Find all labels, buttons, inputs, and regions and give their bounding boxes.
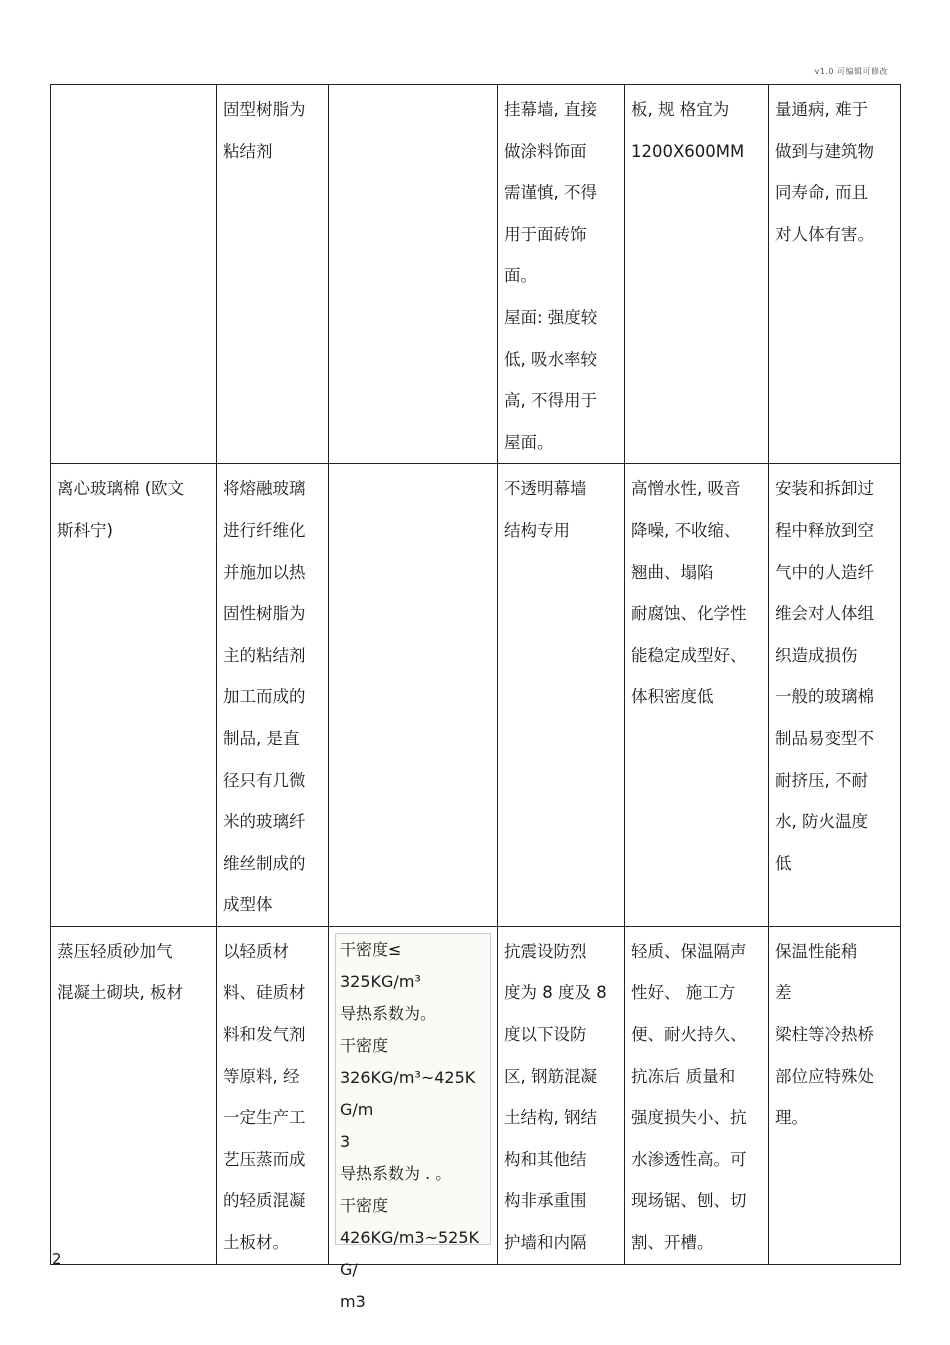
cell-line: 水渗透性高。可 xyxy=(631,1149,747,1169)
cell-line: 高, 不得用于 xyxy=(504,391,597,411)
cell-line: 便、耐火持久、 xyxy=(631,1025,747,1045)
cell-line: 同寿命, 而且 xyxy=(775,183,868,203)
material-name-cell xyxy=(51,464,217,927)
materials-table xyxy=(50,84,901,1311)
cell-line: 主的粘结剂 xyxy=(223,645,306,665)
cell-line: 屋面。 xyxy=(504,432,554,452)
cell-line: 426KG/m3~525KG/ xyxy=(340,1227,480,1279)
specification-cell xyxy=(329,926,498,1311)
cell-line: 料和发气剂 xyxy=(223,1025,306,1045)
cell-line: 维会对人体组 xyxy=(775,604,874,624)
density-spec-box xyxy=(335,933,491,1311)
advantages-cell xyxy=(625,926,769,1264)
cell-line: 固型树脂为 xyxy=(223,100,306,119)
cell-line: 加工而成的 xyxy=(223,687,306,707)
cell-line: 水, 防火温度 xyxy=(775,812,868,832)
cell-line: 程中释放到空 xyxy=(775,520,874,540)
cell-line: 干密度 xyxy=(340,1195,389,1215)
cell-line: 低, 吸水率较 xyxy=(504,349,597,369)
table-row xyxy=(51,85,901,464)
material-name-cell xyxy=(51,926,217,1264)
cell-line: 耐腐蚀、化学性 xyxy=(631,604,747,624)
cell-line: 径只有几微 xyxy=(223,770,306,790)
cell-line: 土板材。 xyxy=(223,1233,289,1253)
cell-line: 成型体 xyxy=(223,895,273,915)
table-row xyxy=(51,464,901,927)
cell-line: 能稳定成型好、 xyxy=(631,645,747,665)
cell-line: 构和其他结 xyxy=(504,1149,587,1169)
cell-line: 度以下设防 xyxy=(504,1025,587,1045)
cell-line: 做到与建筑物 xyxy=(775,141,874,161)
cell-line: 对人体有害。 xyxy=(775,224,874,244)
cell-line: 抗震设防烈 xyxy=(504,941,587,961)
application-cell xyxy=(498,464,625,927)
cell-line: 不透明幕墙 xyxy=(504,479,587,499)
cell-line: 326KG/m³~425KG/m xyxy=(340,1067,476,1119)
advantages-cell xyxy=(625,85,769,464)
cell-line: 固性树脂为 xyxy=(223,604,306,624)
specification-cell xyxy=(329,464,498,927)
cell-line: 护墙和内隔 xyxy=(504,1233,587,1253)
cell-line: 面。 xyxy=(504,266,537,286)
cell-line: 土结构, 钢结 xyxy=(504,1108,597,1128)
cell-line: 高憎水性, 吸音 xyxy=(631,479,741,499)
cell-line: 理。 xyxy=(775,1108,808,1128)
cell-line: 粘结剂 xyxy=(223,141,273,161)
cell-line: 保温性能稍 xyxy=(775,941,858,961)
disadvantages-cell xyxy=(769,926,901,1264)
cell-line: 的轻质混凝 xyxy=(223,1191,306,1211)
cell-line: 干密度 xyxy=(340,1035,389,1055)
cell-line: 一般的玻璃棉 xyxy=(775,687,874,707)
cell-line: 强度损失小、抗 xyxy=(631,1108,747,1128)
cell-line: 做涂料饰面 xyxy=(504,141,587,161)
cell-line: 料、硅质材 xyxy=(223,983,306,1003)
cell-line: 梁柱等冷热桥 xyxy=(775,1025,874,1045)
cell-line: 屋面: 强度较 xyxy=(504,307,598,327)
composition-cell xyxy=(217,464,329,927)
cell-line: 1200X600MM xyxy=(631,141,745,161)
cell-line: 一定生产工 xyxy=(223,1108,306,1128)
cell-line: 混凝土砌块, 板材 xyxy=(57,983,183,1003)
composition-cell xyxy=(217,85,329,464)
cell-line: 气中的人造纤 xyxy=(775,562,874,582)
cell-line: 割、开槽。 xyxy=(631,1233,714,1253)
cell-line: 差 xyxy=(775,983,792,1003)
cell-line: 325KG/m³ xyxy=(340,971,421,991)
cell-line: 斯科宁) xyxy=(57,520,113,540)
cell-line: 安装和拆卸过 xyxy=(775,479,874,499)
cell-line: 干密度≤ xyxy=(340,939,402,959)
cell-line: 艺压蒸而成 xyxy=(223,1149,306,1169)
cell-line: 并施加以热 xyxy=(223,562,306,582)
disadvantages-cell xyxy=(769,85,901,464)
application-cell xyxy=(498,926,625,1264)
cell-line: 耐挤压, 不耐 xyxy=(775,770,868,790)
cell-line: 蒸压轻质砂加气 xyxy=(57,941,173,961)
specification-cell xyxy=(329,85,498,464)
cell-line: 导热系数为。 xyxy=(340,1003,437,1023)
disadvantages-cell xyxy=(769,464,901,927)
header-note: v1.0 可编辑可修改 xyxy=(814,67,888,76)
cell-line: 制品易变型不 xyxy=(775,728,874,748)
cell-line: 挂幕墙, 直接 xyxy=(504,100,597,119)
cell-line: 结构专用 xyxy=(504,520,570,540)
cell-line: 性好、 施工方 xyxy=(631,983,736,1003)
cell-line: 轻质、保温隔声 xyxy=(631,941,747,961)
cell-line: 体积密度低 xyxy=(631,687,714,707)
material-name-cell xyxy=(51,85,217,464)
cell-line: 3 xyxy=(340,1131,351,1151)
cell-line: 织造成损伤 xyxy=(775,645,858,665)
cell-line: 度为 8 度及 8 xyxy=(504,983,607,1003)
cell-line: 导热系数为 . 。 xyxy=(340,1163,452,1183)
composition-cell xyxy=(217,926,329,1264)
cell-line: 用于面砖饰 xyxy=(504,224,587,244)
cell-line: 将熔融玻璃 xyxy=(223,479,306,499)
cell-line: 离心玻璃棉 (欧文 xyxy=(57,479,185,499)
cell-line: 翘曲、塌陷 xyxy=(631,562,714,582)
cell-line: 现场锯、刨、切 xyxy=(631,1191,747,1211)
application-cell xyxy=(498,85,625,464)
cell-line: 等原料, 经 xyxy=(223,1066,300,1086)
advantages-cell xyxy=(625,464,769,927)
cell-line: 进行纤维化 xyxy=(223,520,306,540)
cell-line: 需谨慎, 不得 xyxy=(504,183,597,203)
cell-line: 部位应特殊处 xyxy=(775,1066,874,1086)
cell-line: 区, 钢筋混凝 xyxy=(504,1066,597,1086)
cell-line: 构非承重围 xyxy=(504,1191,587,1211)
cell-line: 量通病, 难于 xyxy=(775,100,868,119)
cell-line: 维丝制成的 xyxy=(223,853,306,873)
cell-line: 板, 规 格宜为 xyxy=(631,100,730,119)
cell-line: 制品, 是直 xyxy=(223,728,300,748)
cell-line: 米的玻璃纤 xyxy=(223,812,306,832)
table-row xyxy=(51,926,901,1264)
cell-line: 抗冻后 质量和 xyxy=(631,1066,736,1086)
cell-line: 低 xyxy=(775,853,792,873)
page-number: 2 xyxy=(52,1250,62,1268)
cell-line: m3 xyxy=(340,1291,366,1311)
cell-line: 以轻质材 xyxy=(223,941,289,961)
cell-line: 降噪, 不收缩、 xyxy=(631,520,741,540)
